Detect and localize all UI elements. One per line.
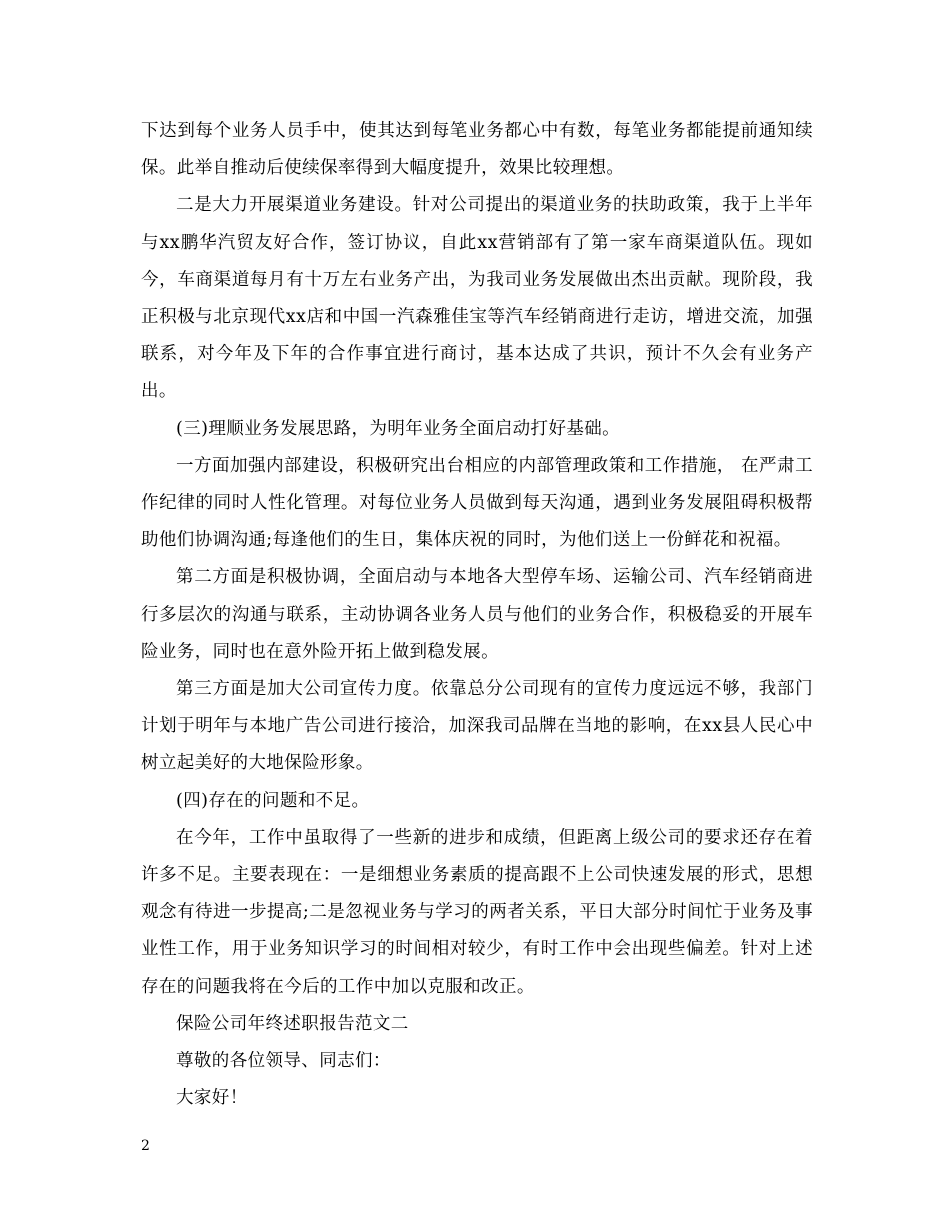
paragraph-internal-building: 一方面加强内部建设，积极研究出台相应的内部管理政策和工作措施， 在严肃工作纪律的同时人性化管理。对每位业务人员做到每天沟通，遇到业务发展阻碍积极帮助他们协调沟通;每逢他们的生日，集体庆祝的同时，为他们送上一份鲜花和祝福。 [141,455,813,551]
section-heading-three: (三)理顺业务发展思路，为明年业务全面启动打好基础。 [176,418,621,439]
paragraph-publicity: 第三方面是加大公司宣传力度。依靠总分公司现有的宣传力度远远不够，我部门计划于明年与本地广告公司进行接洽，加深我司品牌在当地的影响，在xx县人民心中树立起美好的大地保险形象。 [141,679,813,774]
salutation: 尊敬的各位领导、同志们： [176,1051,391,1072]
page-number: 2 [141,1138,150,1154]
document-body [141,113,813,1117]
paragraph-coordination: 第二方面是积极协调，全面启动与本地各大型停车场、运输公司、汽车经销商进行多层次的沟通与联系，主动协调各业务人员与他们的业务合作，积极稳妥的开展车险业务，同时也在意外险开拓上做到稳发展。 [141,567,813,662]
greeting: 大家好！ [176,1088,248,1109]
paragraph-channel-business: 二是大力开展渠道业务建设。针对公司提出的渠道业务的扶助政策，我于上半年与xx鹏华汽贸友好合作，签订协议，自此xx营销部有了第一家车商渠道队伍。现如今，车商渠道每月有十万左右业务产出，为我司业务发展做出杰出贡献。现阶段，我正积极与北京现代xx店和中国一汽森雅佳宝等汽车经销商进行走访，增进交流，加强联系，对今年及下年的合作事宜进行商讨，基本达成了共识，预计不久会有业务产出。 [141,195,813,402]
sample-two-title: 保险公司年终述职报告范文二 [176,1013,409,1034]
paragraph-problems: 在今年，工作中虽取得了一些新的进步和成绩，但距离上级公司的要求还存在着许多不足。主要表现在：一是细想业务素质的提高跟不上公司快速发展的形式，思想观念有待进一步提高;二是忽视业务与学习的两者关系，平日大部分时间忙于业务及事业性工作，用于业务知识学习的时间相对较少，有时工作中会出现些偏差。针对上述存在的问题我将在今后的工作中加以克服和改正。 [141,827,813,997]
section-heading-four: (四)存在的问题和不足。 [176,790,370,811]
paragraph-continuation: 下达到每个业务人员手中，使其达到每笔业务都心中有数，每笔业务都能提前通知续保。此举自推动后使续保率得到大幅度提升，效果比较理想。 [141,121,813,179]
